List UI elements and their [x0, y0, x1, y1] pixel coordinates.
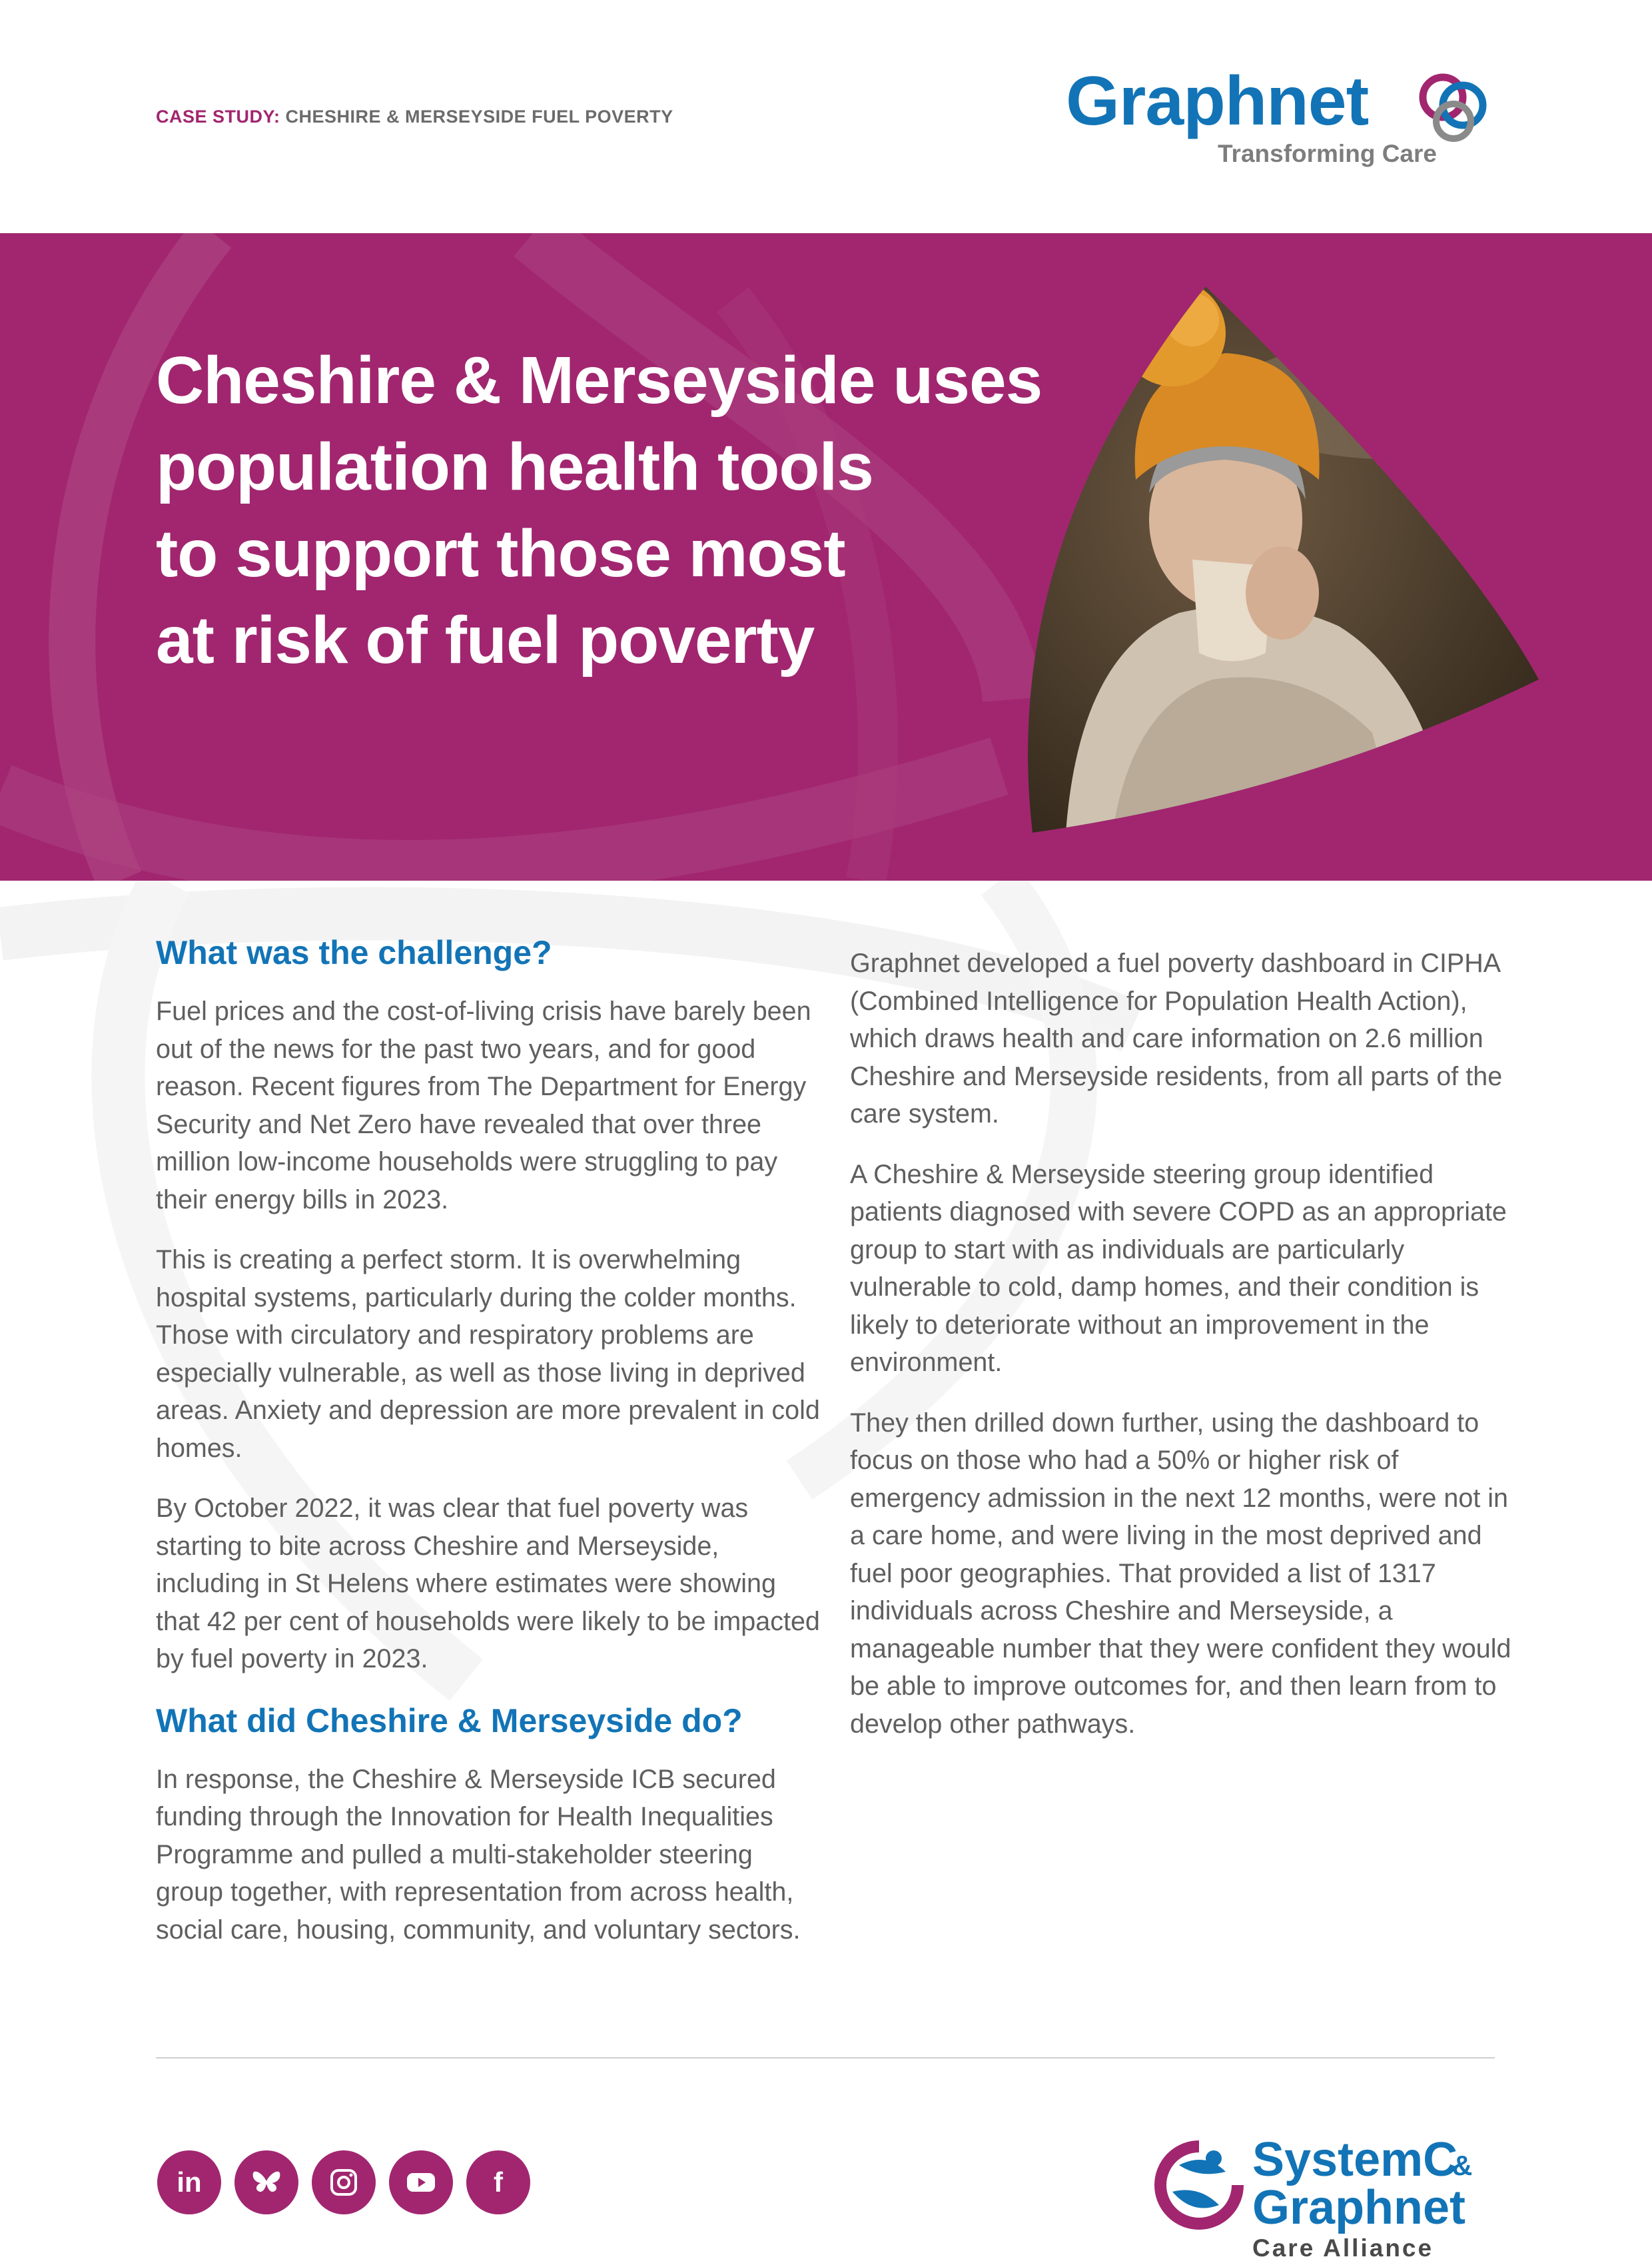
graphnet-rings-icon	[1412, 67, 1492, 147]
graphnet-logo-word: Graphnet	[1066, 63, 1369, 140]
youtube-icon[interactable]	[389, 2150, 453, 2214]
hero-title	[156, 337, 1102, 683]
footer-divider	[156, 2057, 1495, 2058]
action-heading: What did Cheshire & Merseyside do?	[156, 1701, 743, 1739]
linkedin-icon-text: in	[177, 2166, 202, 2198]
alliance-word-graphnet: Graphnet	[1252, 2181, 1466, 2234]
hero-title-line: Cheshire & Merseyside uses	[156, 343, 1042, 418]
hero-title-line: population health tools	[156, 430, 873, 504]
bluesky-butterfly-icon	[249, 2165, 284, 2200]
hero-title-line: at risk of fuel poverty	[156, 603, 815, 678]
facebook-icon[interactable]	[466, 2150, 530, 2214]
woman-drinking-tea-photo	[1026, 280, 1545, 833]
hero-banner	[0, 233, 1652, 881]
graphnet-logo[interactable]	[1066, 63, 1505, 173]
challenge-paragraph-2: This is creating a perfect storm. It is overwhelming hospital systems, particularly during the colder months. Those with circulatory and respiratory problems are especially vulnerable, as well as those living in deprived areas. Anxiety and depression are more prevalent in cold homes.	[156, 1245, 820, 1463]
challenge-heading: What was the challenge?	[156, 934, 552, 971]
instagram-icon[interactable]	[312, 2150, 376, 2214]
left-column	[156, 933, 822, 1971]
hero-title-line: to support those most	[156, 516, 845, 591]
case-study-topic: CHESHIRE & MERSEYSIDE FUEL POVERTY	[285, 107, 673, 127]
systemc-graphnet-alliance-logo[interactable]	[1152, 2132, 1499, 2265]
case-study-label	[156, 107, 673, 127]
action-paragraph-4: They then drilled down further, using the dashboard to focus on those who had a 50% or higher risk of emergency admission in the next 12 months, were not in a care home, and were living in the most deprived and fuel poor geographies. That provided a list of 1317 individuals across Cheshire and Merseyside, a manageable number that they were confident they would be able to improve outcomes for, and then learn from to develop other pathways.	[850, 1408, 1511, 1739]
alliance-ampersand: &	[1452, 2150, 1473, 2181]
challenge-paragraph-1: Fuel prices and the cost-of-living crisis have barely been out of the news for the past two years, and for good reason. Recent figures from The Department for Energy Security and Net Zero have revealed that over three million low-income households were struggling to pay their energy bills in 2023.	[156, 997, 811, 1214]
social-links	[157, 2150, 530, 2214]
action-paragraph-1: In response, the Cheshire & Merseyside ICB secured funding through the Innovation for Health Inequalities Programme and pulled a multi-stakeholder steering group together, with representation from across health, social care, housing, community, and voluntary sectors.	[156, 1764, 801, 1945]
linkedin-icon[interactable]	[157, 2150, 221, 2214]
right-column	[850, 945, 1516, 1765]
case-study-prefix: CASE STUDY:	[156, 107, 280, 127]
challenge-paragraph-3: By October 2022, it was clear that fuel poverty was starting to bite across Cheshire and Merseyside, including in St Helens where estimates were showing that 42 per cent of households were likely to be impacted by fuel poverty in 2023.	[156, 1494, 820, 1673]
instagram-camera-icon	[326, 2165, 361, 2200]
alliance-globe-icon	[1152, 2138, 1246, 2232]
action-paragraph-3: A Cheshire & Merseyside steering group identified patients diagnosed with severe COPD as an appropriate group to start with as individuals are particularly vulnerable to cold, damp homes, and their condition is likely to deteriorate without an improvement in the environment.	[850, 1159, 1507, 1377]
action-paragraph-2: Graphnet developed a fuel poverty dashboard in CIPHA (Combined Intelligence for Population Health Action), which draws health and care information on 2.6 million Cheshire and Merseyside residents, from all parts of the care system.	[850, 949, 1503, 1129]
graphnet-logo-tagline: Transforming Care	[1218, 140, 1437, 167]
facebook-icon-text: f	[494, 2166, 503, 2198]
youtube-play-icon	[404, 2165, 438, 2200]
alliance-word-systemc: SystemC	[1252, 2133, 1458, 2186]
alliance-tagline: Care Alliance	[1252, 2234, 1434, 2262]
bluesky-icon[interactable]	[234, 2150, 298, 2214]
